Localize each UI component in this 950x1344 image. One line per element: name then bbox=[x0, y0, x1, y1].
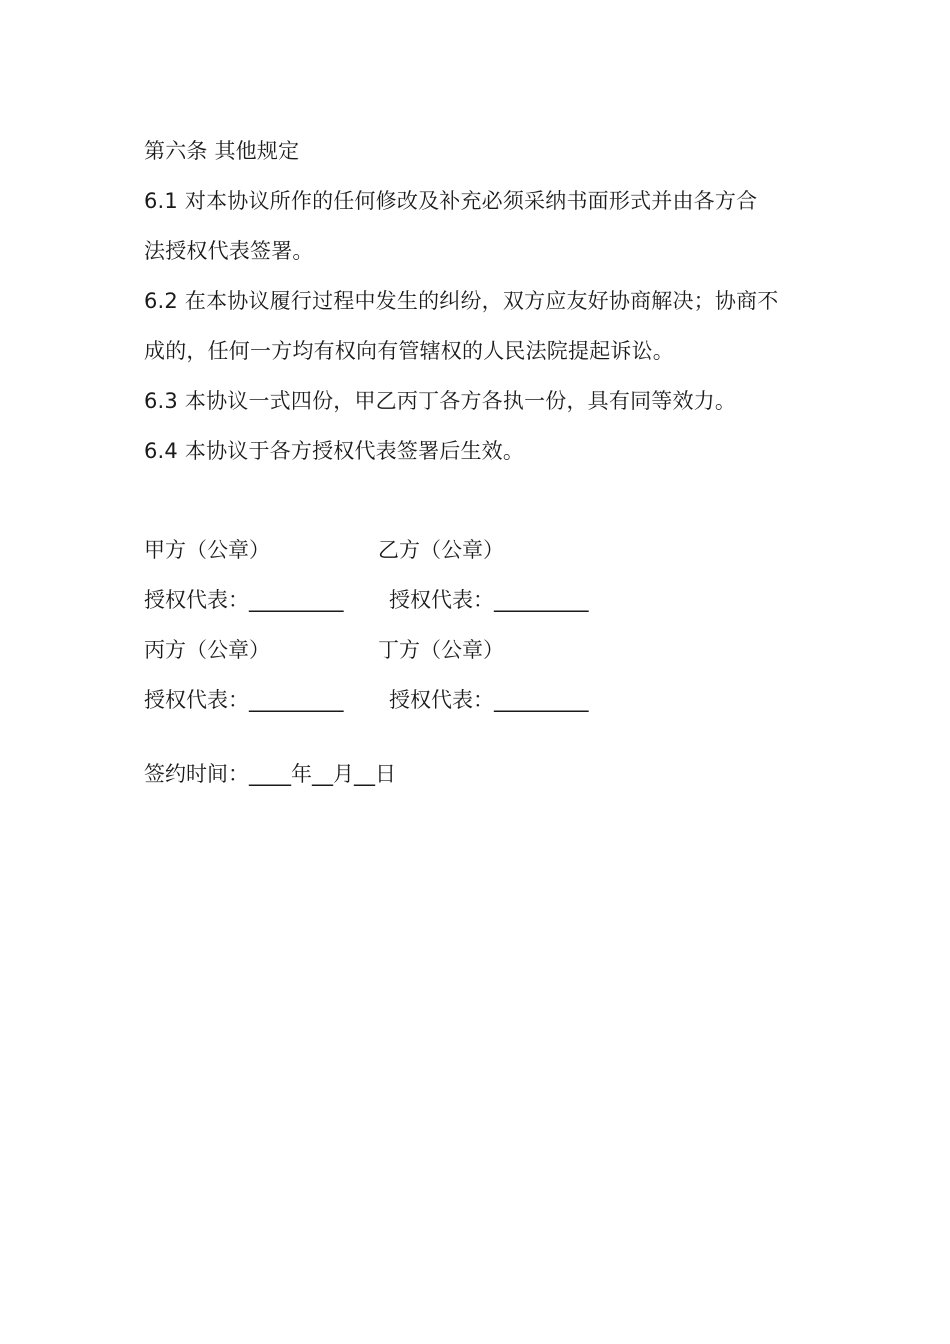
clause-6-1-line-1: 6.1 对本协议所作的任何修改及补充必须采纳书面形式并由各方合 bbox=[144, 189, 758, 213]
party-c-representative: 授权代表：_________ bbox=[144, 688, 344, 712]
article-heading: 第六条 其他规定 bbox=[144, 139, 300, 163]
party-b-representative: 授权代表：_________ bbox=[389, 588, 589, 612]
party-c-seal: 丙方（公章） bbox=[144, 638, 270, 662]
clause-6-4: 6.4 本协议于各方授权代表签署后生效。 bbox=[144, 439, 525, 463]
clause-6-2-line-2: 成的，任何一方均有权向有管辖权的人民法院提起诉讼。 bbox=[144, 339, 674, 363]
party-d-seal: 丁方（公章） bbox=[378, 638, 504, 662]
clause-6-2-line-1: 6.2 在本协议履行过程中发生的纠纷，双方应友好协商解决；协商不 bbox=[144, 289, 779, 313]
party-a-representative: 授权代表：_________ bbox=[144, 588, 344, 612]
party-d-representative: 授权代表：_________ bbox=[389, 688, 589, 712]
party-a-seal: 甲方（公章） bbox=[144, 538, 270, 562]
clause-6-1-line-2: 法授权代表签署。 bbox=[144, 239, 314, 263]
signing-date: 签约时间：____年__月__日 bbox=[144, 762, 396, 786]
clause-6-3: 6.3 本协议一式四份，甲乙丙丁各方各执一份，具有同等效力。 bbox=[144, 389, 737, 413]
party-b-seal: 乙方（公章） bbox=[378, 538, 504, 562]
